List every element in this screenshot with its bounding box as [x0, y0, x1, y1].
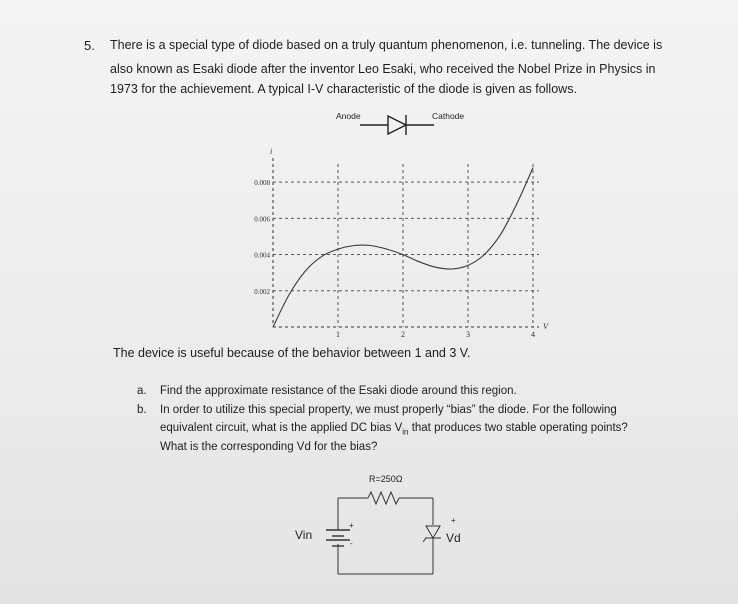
y-tick-label-0.002: 0.002 [254, 287, 270, 296]
y-axis-label: i [270, 147, 273, 156]
x-tick-label-1: 1 [336, 330, 340, 339]
part-b-line-1: In order to utilize this special property, we must properly “bias” the diode. For the following [160, 404, 617, 416]
part-b-line-2 [160, 421, 628, 439]
part-b-line-2-pre: equivalent circuit, what is the applied DC bias V [160, 422, 403, 434]
x-axis-label: V [543, 322, 548, 331]
vin-subscript: in [402, 427, 409, 437]
question-number: 5. [84, 38, 95, 53]
question-line-3: 1973 for the achievement. A typical I-V characteristic of the diode is given as follows. [110, 82, 577, 96]
y-tick-label-0.004: 0.004 [254, 251, 270, 260]
diode-icon [360, 115, 434, 135]
question-line-1: There is a special type of diode based on a truly quantum phenomenon, i.e. tunneling. The device is [110, 38, 663, 52]
part-b-line-2-post: that produces two stable operating points? [408, 422, 628, 434]
cathode-label: Cathode [432, 111, 465, 121]
diode-plus-sign: + [451, 516, 456, 525]
x-tick-label-3: 3 [466, 330, 470, 339]
question-line-2: also known as Esaki diode after the inventor Leo Esaki, who received the Nobel Prize in Physics in [110, 62, 656, 76]
source-plus-sign: + [349, 521, 354, 530]
part-b-line-3: What is the corresponding Vd for the bias? [160, 441, 378, 453]
y-tick-label-0.008: 0.008 [254, 179, 270, 188]
circuit-diode-icon [423, 526, 441, 546]
chart-axes [270, 147, 549, 331]
part-a-text: Find the approximate resistance of the Esaki diode around this region. [160, 385, 517, 397]
diode-voltage-label: Vd [446, 531, 461, 545]
anode-label: Anode [336, 111, 361, 121]
y-tick-label-0.006: 0.006 [254, 215, 270, 224]
diode-symbol-figure [330, 108, 490, 140]
source-minus-sign: - [350, 539, 353, 548]
x-tick-label-2: 2 [401, 330, 405, 339]
part-a-label: a. [137, 385, 147, 397]
chart-ticks [254, 179, 535, 339]
x-tick-label-4: 4 [531, 330, 535, 339]
equivalent-circuit [290, 470, 480, 582]
resistor-icon [368, 492, 399, 504]
source-label: Vin [295, 528, 313, 542]
dc-source-icon [326, 526, 350, 546]
part-b-label: b. [137, 404, 147, 416]
resistor-label: R=250Ω [369, 474, 403, 484]
iv-characteristic-chart [230, 140, 550, 345]
useful-statement: The device is useful because of the behavior between 1 and 3 V. [113, 346, 471, 360]
chart-grid [273, 164, 539, 327]
